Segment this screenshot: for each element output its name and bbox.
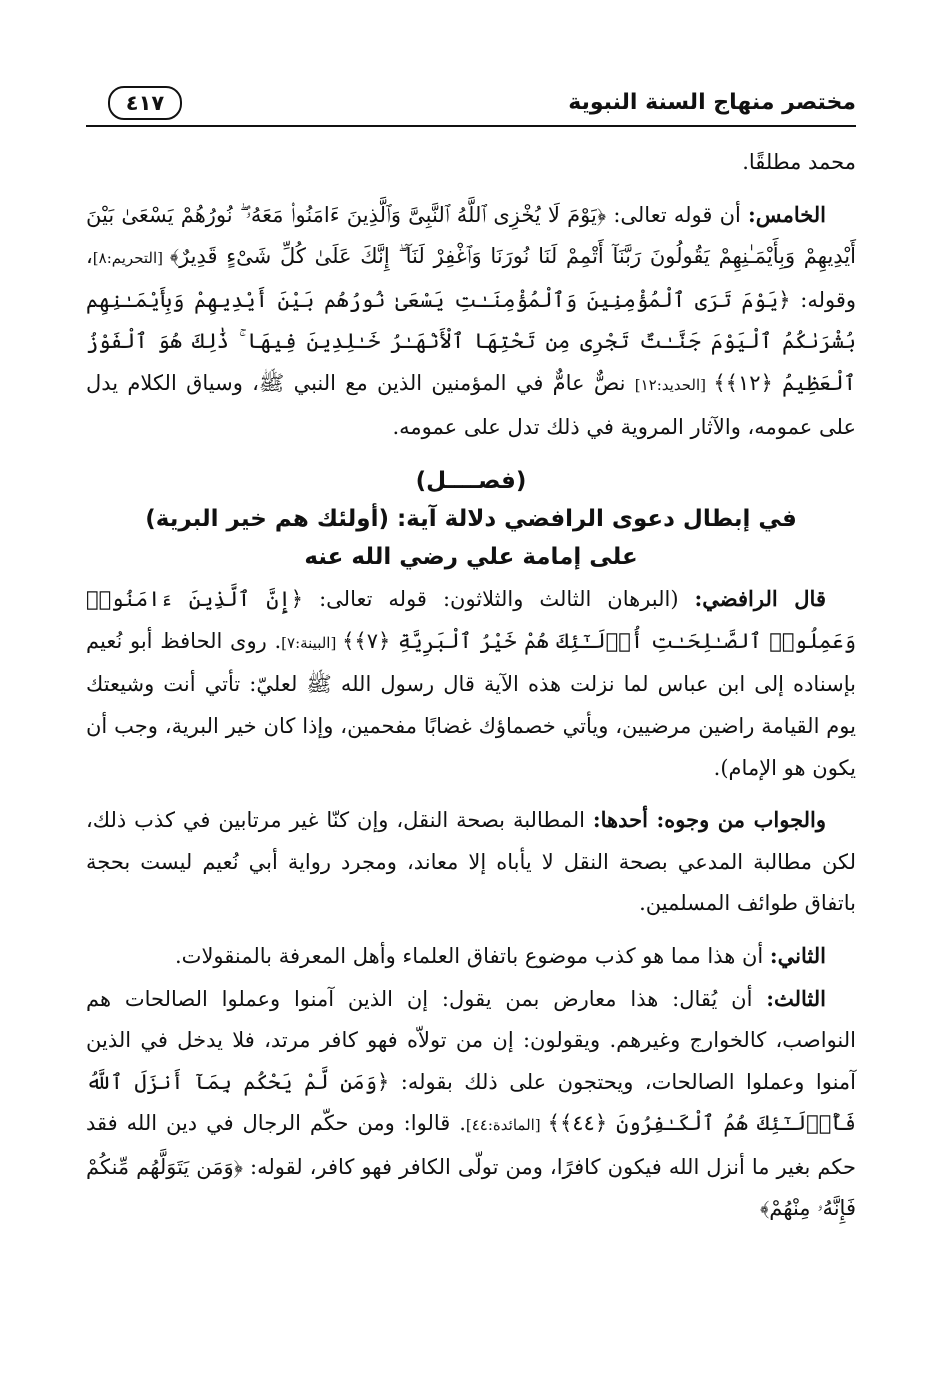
book-title: مختصر منهاج السنة النبوية [568,90,856,115]
page-body [86,142,856,1230]
third-text-a: أن يُقال: هذا معارض بمن يقول: إن الذين آمنوا وعملوا الصالحات هم النواصب، كالخوارج وغيرهم. ويقولون: إن من تولاّه فهو كافر مرتد، فلا يدخل في الذين آمنوا وعملوا الصالحات، ويحتجون على ذلك بقوله: [86,986,856,1094]
quran-verse-tahrim: ﴿يَوْمَ لَا يُخْزِى ٱللَّهُ ٱلنَّبِىَّ وَٱلَّذِينَ ءَامَنُوا۟ مَعَهُۥ ۖ نُورُهُمْ يَسْعَىٰ بَيْنَ أَيْدِيهِمْ وَبِأَيْمَـٰنِهِمْ يَقُولُونَ رَبَّنَآ أَتْمِمْ لَنَا نُورَنَا وَٱغْفِرْ لَنَآ ۖ إِنَّكَ عَلَىٰ كُلِّ شَىْءٍ قَدِيرٌ﴾ [86,202,856,269]
second-lead: الثاني: [769,942,826,968]
paragraph-third [86,978,856,1231]
third-lead: الثالث: [766,985,826,1011]
third-text-b: . قالوا: ومن حكّم الرجال في دين الله فقد حكم بغير ما أنزل الله فيكون كافرًا، ومن تولّى الكافر فهو كافر، لقوله: [86,1111,856,1179]
paragraph-second [86,935,856,978]
running-header [86,84,856,124]
fifth-text-a: أن قوله تعالى: [606,202,749,227]
quran-verse-hadid: ﴿يَوْمَ تَرَى ٱلْمُؤْمِنِينَ وَٱلْمُؤْمِنَـٰتِ يَسْعَىٰ نُورُهُم بَيْنَ أَيْدِيهِمْ وَبِأَيْمَـٰنِهِم بُشْرَىٰكُمُ ٱلْيَوْمَ جَنَّـٰتٌ تَجْرِى مِن تَحْتِهَا ٱلْأَنْهَـٰرُ خَـٰلِدِينَ فِيهَا ۚ ذَٰلِكَ هُوَ ٱلْفَوْزُ ٱلْعَظِيمُ ﴿١٢﴾﴾ [86,287,856,395]
verse-reference-bayyina: [البينة:٧] [281,633,343,652]
rafidi-lead: قال الرافضي: [694,586,826,612]
header-rule [86,125,856,127]
intro-line [86,142,856,184]
fifth-text-c: نصٌّ عامٌّ في المؤمنين الذين مع النبي ﷺ، وسياق الكلام يدل على عمومه، والآثار المروية في ذلك تدل على عمومه. [86,370,856,439]
quran-verse-maida-51: ﴿وَمَن يَتَوَلَّهُم مِّنكُمْ فَإِنَّهُۥ مِنْهُمْ﴾ [86,1154,856,1221]
paragraph-answer [86,799,856,925]
fifth-text-b: ، وقوله: [86,244,857,312]
section-label: (فصــــل) [415,468,527,495]
verse-reference-hadid: [الحديد:١٢] [634,375,714,394]
second-text: أن هذا مما هو كذب موضوع باتفاق العلماء وأهل المعرفة بالمنقولات. [175,943,770,968]
paragraph-rafidi [86,578,856,789]
quran-verse-maida: ﴿وَمَن لَّمْ يَحْكُم بِمَآ أَنزَلَ ٱللَّهُ فَأُو۟لَـٰٓئِكَ هُمُ ٱلْكَـٰفِرُونَ ﴿٤٤﴾﴾ [86,1069,856,1136]
answer-text: المطالبة بصحة النقل، وإن كنّا غير مرتابين في كذب ذلك، لكن مطالبة المدعي بصحة النقل لا يأباه إلا معاند، ومجرد رواية أبي نُعيم ليست بحجة باتفاق طوائف المسلمين. [86,808,856,916]
verse-reference-tahrim: [التحريم:٨] [92,249,170,268]
quran-verse-bayyina: ﴿إِنَّ ٱلَّذِينَ ءَامَنُوا۟ وَعَمِلُوا۟ ٱلصَّـٰلِحَـٰتِ أُو۟لَـٰٓئِكَ هُمْ خَيْرُ ٱلْبَرِيَّةِ ﴿٧﴾﴾ [86,587,857,653]
section-heading [86,462,856,576]
section-title-line-2: على إمامة علي رضي الله عنه [304,544,638,571]
fifth-lead: الخامس: [748,201,827,227]
rafidi-text-a: (البرهان الثالث والثلاثون: قوله تعالى: [303,587,695,612]
answer-lead: والجواب من وجوه: أحدها: [592,807,826,833]
rafidi-text-b: . روى الحافظ أبو نُعيم بإسناده إلى ابن عباس لما نزلت هذه الآية قال رسول الله ﷺ لعليّ: تأتي أنت وشيعتك يوم القيامة راضين مرضيين، ويأتي خصماؤك غضابًا مفحمين، وإذا كان خير البرية، وجب أن يكون هو الإمام). [86,628,856,780]
intro-text: محمد مطلقًا. [742,150,856,174]
paragraph-fifth [86,194,856,449]
verse-reference-maida: [المائدة:٤٤] [465,1116,548,1135]
page-number: ٤١٧ [108,86,182,120]
section-title-line-1: في إبطال دعوى الرافضي دلالة آية: (أولئك هم خير البرية) [145,506,797,533]
